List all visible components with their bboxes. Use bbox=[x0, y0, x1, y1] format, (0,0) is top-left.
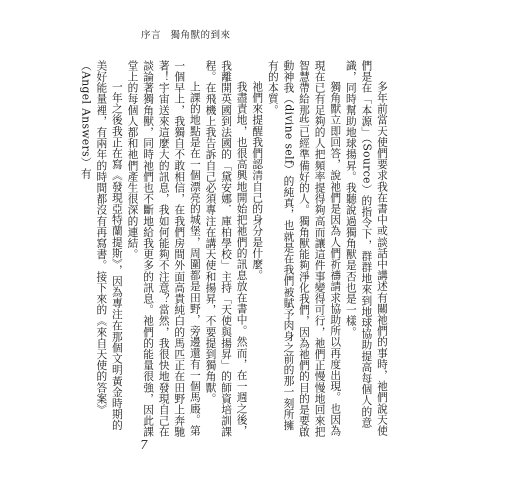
paragraph: 我盡責地，也很高興地開始把祂們的訊息放在書中。然而，在一週之後，我離開英國到法國的「黛安娜．庫柏學校」主持「天使與揚昇」的師資培訓課程。在飛機上我告訴自己必須專注在講天使和揚昇，不要提到獨角獸。 bbox=[204, 60, 249, 438]
paragraph: 一年之後我正在寫《發現亞特蘭提斯》，因為專注在那個文明黃金時期的美好能量裡，有兩年的時間都沒有再寫書。接下來的《來自天使的答案》（Angel Answers）有 bbox=[79, 60, 124, 432]
body-text bbox=[79, 60, 390, 440]
running-header bbox=[141, 27, 231, 41]
header-title: 獨角獸的到來 bbox=[170, 30, 231, 41]
page-number: 7 bbox=[140, 438, 148, 452]
paragraph: 多年前當天使們要求我在書中或談話中講述有關祂們的事時，祂們說天使們是在「本源」（Source）的指令下，群群地來到地球協助提高每個人的意識，同時幫助地球揚昇。我聽說過獨角獸是否也是一樣。 bbox=[344, 60, 389, 437]
header-section: 序言 bbox=[141, 30, 162, 41]
paragraph: 祂們來提醒我們認清自己的身分是什麼。 bbox=[251, 81, 265, 282]
paragraph: 獨角獸立即回答，說祂們是因為人們祈禱請求協助所以再度出現。也因為現在已有足夠的人把頻率提得夠高而讓這件事變得可行，祂們正慢慢地回來把智慧帶給那些已經準備好的人。獨角獸能夠淨化我們，因為祂們的目的是要啟動神我（divine self）的純真，也就是在我們被賦予肉身之前的那一刻所擁有的本質。 bbox=[266, 60, 343, 438]
paragraph: 上課的地點是在一個漂亮的城堡，周圍都是田野，旁邊還有一個馬廄。第一個早上，我獨自不敢相信，在我們房間外面高貴純白的馬匹正在田野上奔馳著！宇宙送來這麼大的訊息，我如何能夠不注意？當然，我很快地發現自己在談論著獨角獸，同時祂們也不斷地給我更多的訊息。祂們的能量很強，因此課堂上的每個人都和祂們產生很深的連結。 bbox=[126, 60, 202, 438]
